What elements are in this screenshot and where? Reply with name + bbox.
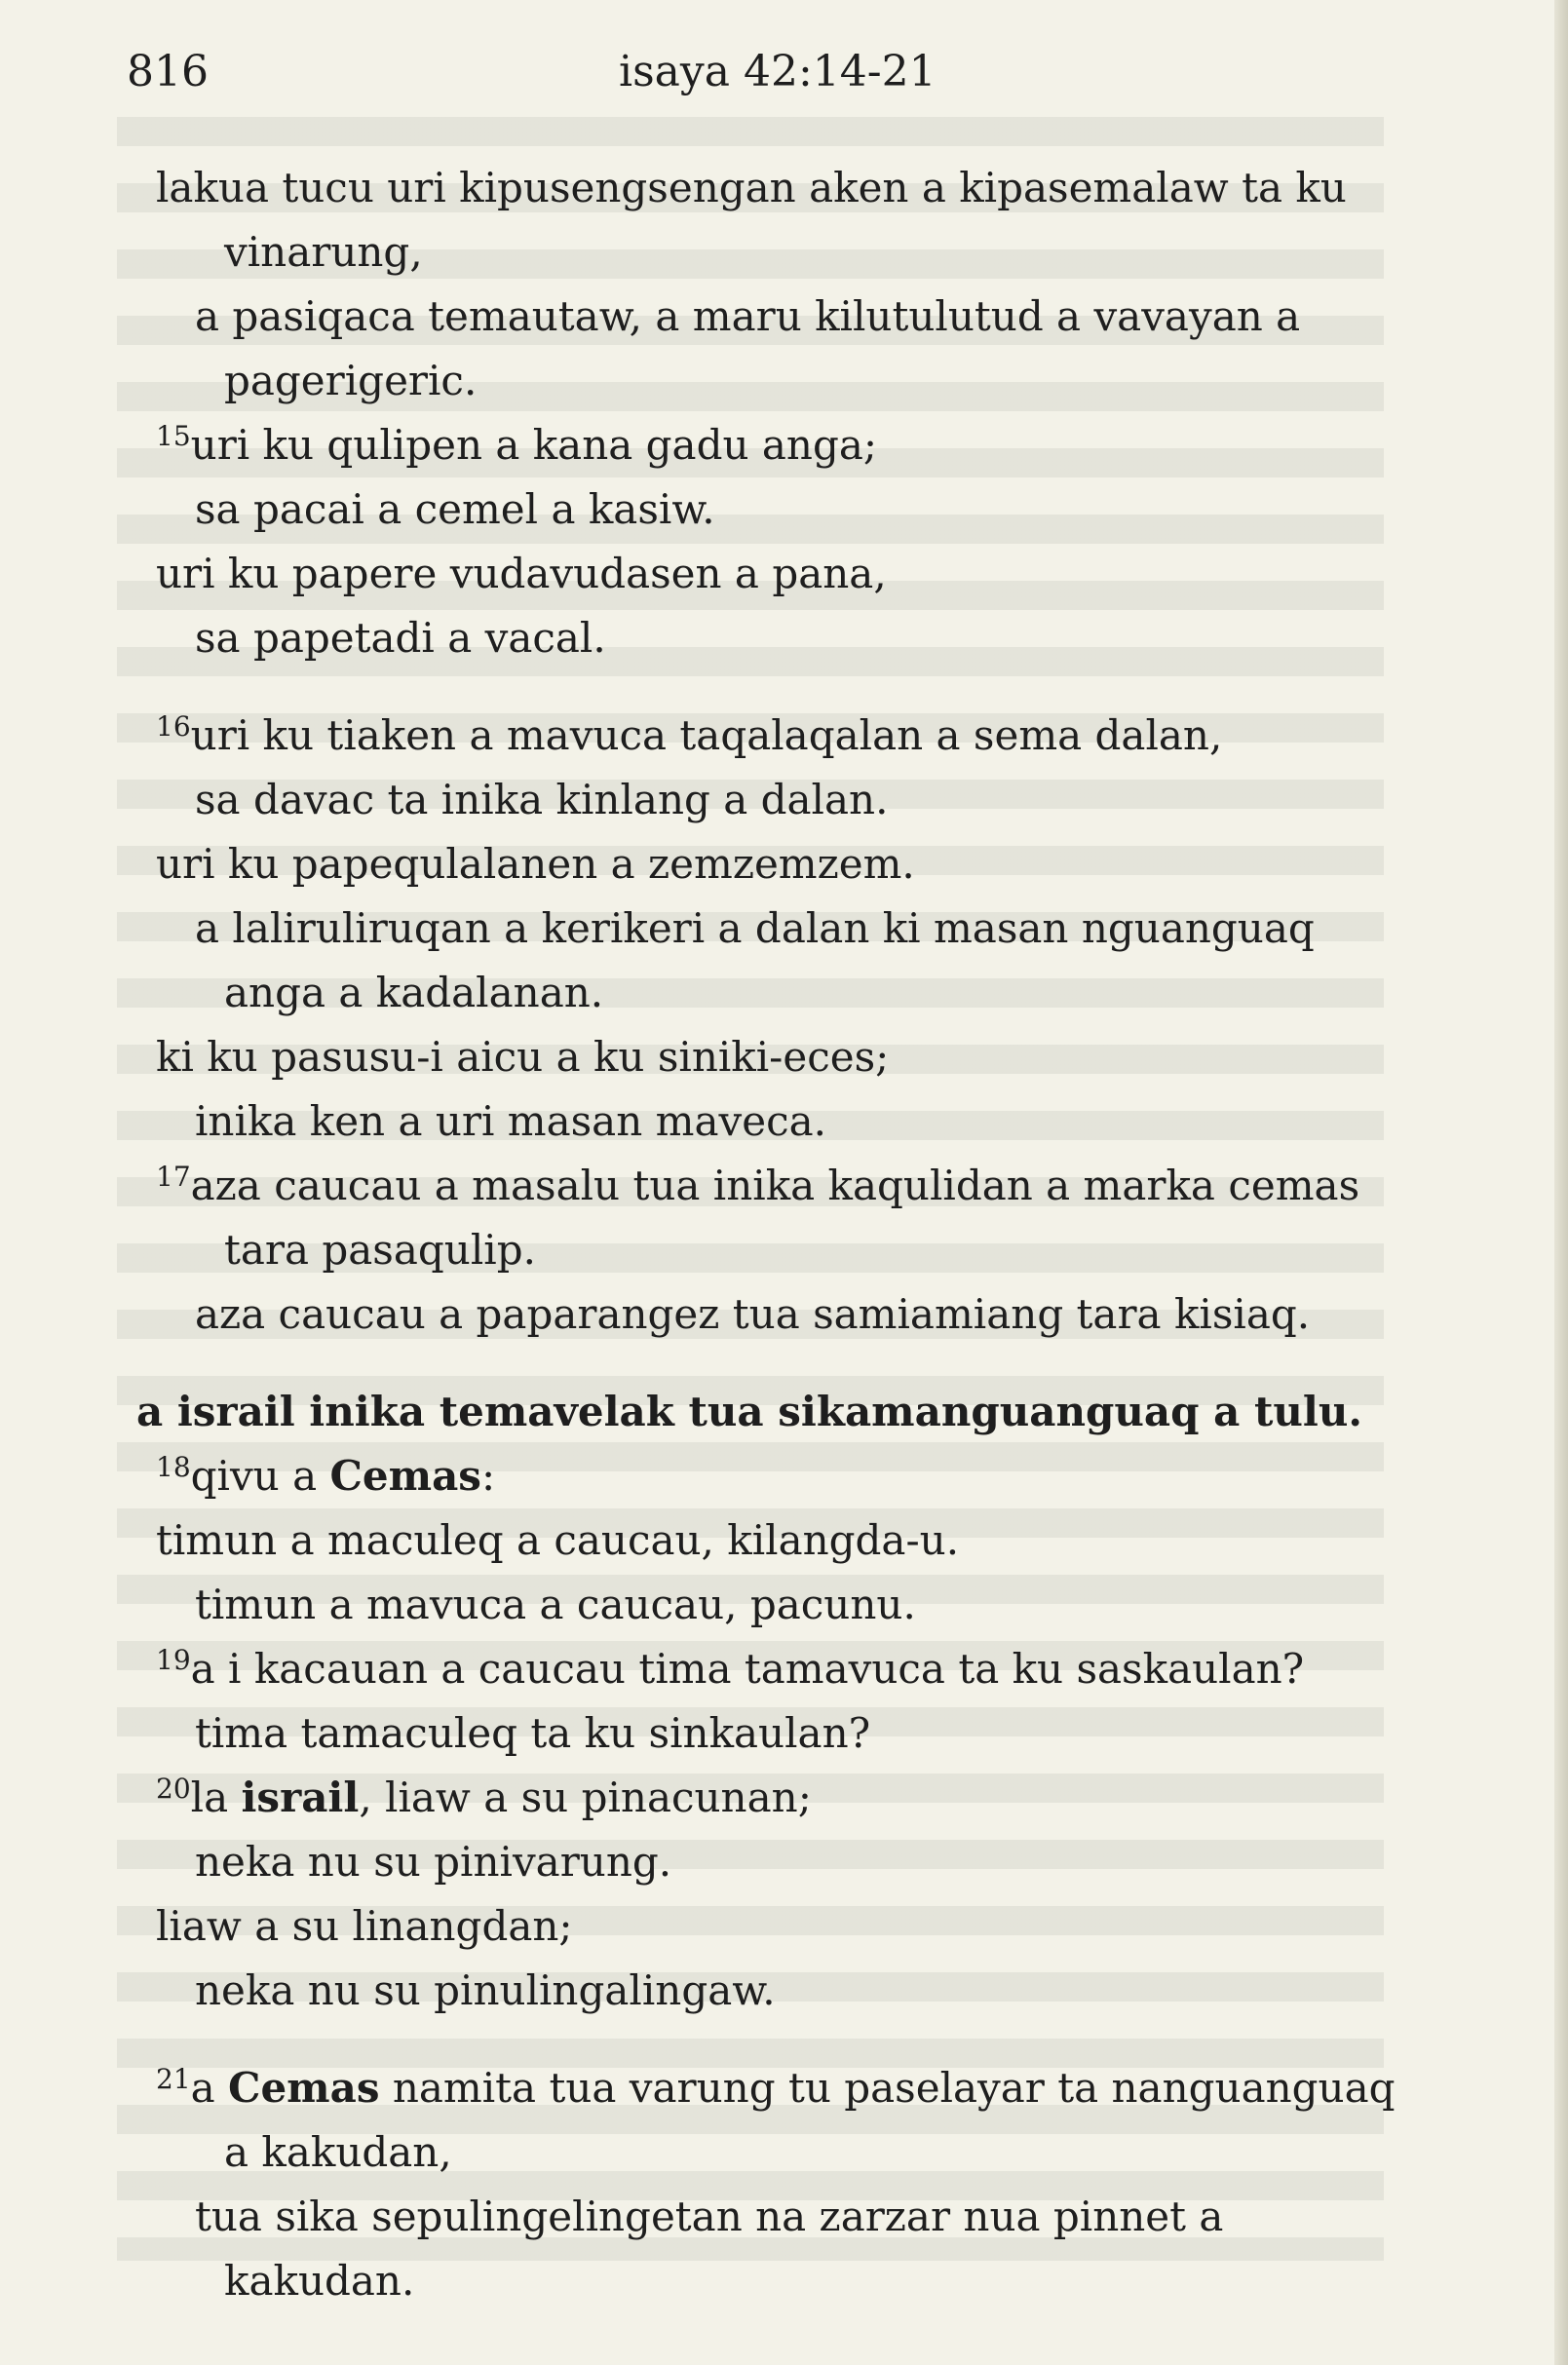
text-line: neka nu su pinivarung. [195, 1838, 672, 1886]
verse-line: $^{21}$a Cemas namita tua varung tu paselayar ta nanguanguaq [156, 2063, 1396, 2112]
text-line: pagerigeric. [224, 357, 478, 404]
text-line: ki ku pasusu-i aicu a ku siniki-eces; [156, 1033, 890, 1081]
section-heading: a israil inika temavelak tua sikamanguanguaq a tulu. [136, 1388, 1363, 1435]
verse-number: 15 [156, 420, 191, 452]
text-line: sa pacai a cemel a kasiw. [195, 485, 715, 533]
text-line: kakudan. [224, 2257, 415, 2305]
verse-number: 20 [156, 1773, 191, 1805]
chapter-reference: isaya 42:14-21 [619, 47, 937, 96]
scripture-text [127, 156, 1442, 2313]
divine-name: Cemas [228, 2064, 380, 2112]
text-line: uri ku papequlalanen a zemzemzem. [156, 840, 915, 888]
text-line: sa papetadi a vacal. [195, 614, 606, 662]
divine-name: israil [241, 1774, 360, 1821]
text-line: timun a mavuca a caucau, pacunu. [195, 1581, 916, 1628]
verse-line: $^{19}$a i kacauan a caucau tima tamavuca ta ku saskaulan? [156, 1644, 1305, 1693]
verse-number: 16 [156, 710, 191, 743]
text-line: timun a maculeq a caucau, kilangda-u. [156, 1516, 960, 1564]
text-line: a laliruliruqan a kerikeri a dalan ki masan nguanguaq [195, 904, 1315, 952]
verse-number: 21 [156, 2063, 191, 2095]
divine-name: Cemas [329, 1452, 481, 1500]
verse-number: 17 [156, 1161, 191, 1193]
page-number: 816 [127, 47, 209, 96]
verse-line: $^{15}$uri ku qulipen a kana gadu anga; [156, 420, 878, 469]
verse-line: $^{17}$aza caucau a masalu tua inika kaqulidan a marka cemas [156, 1161, 1360, 1209]
verse-number: 18 [156, 1451, 191, 1483]
text-line: tima tamaculeq ta ku sinkaulan? [195, 1709, 871, 1757]
text-line: uri ku papere vudavudasen a pana, [156, 550, 887, 597]
running-header [127, 47, 1452, 105]
text-line: tara pasaqulip. [224, 1226, 536, 1274]
text-line: tua sika sepulingelingetan na zarzar nua pinnet a [195, 2193, 1224, 2240]
page-edge [1554, 0, 1568, 2365]
text-line: anga a kadalanan. [224, 969, 604, 1016]
text-line: neka nu su pinulingalingaw. [195, 1966, 776, 2014]
text-line: liaw a su linangdan; [156, 1902, 573, 1950]
verse-line: $^{16}$uri ku tiaken a mavuca taqalaqalan a sema dalan, [156, 710, 1223, 759]
text-line: a pasiqaca temautaw, a maru kilutulutud a vavayan a [195, 292, 1301, 340]
text-line: inika ken a uri masan maveca. [195, 1097, 826, 1145]
verse-line: $^{18}$qivu a Cemas: [156, 1451, 496, 1500]
text-line: sa davac ta inika kinlang a dalan. [195, 776, 889, 823]
verse-number: 19 [156, 1644, 191, 1676]
text-line: lakua tucu uri kipusengsengan aken a kipasemalaw ta ku [156, 164, 1347, 211]
verse-line: $^{20}$la israil, liaw a su pinacunan; [156, 1773, 812, 1821]
text-line: a kakudan, [224, 2128, 452, 2176]
text-line: aza caucau a paparangez tua samiamiang tara kisiaq. [195, 1290, 1311, 1338]
text-line: vinarung, [224, 228, 423, 276]
